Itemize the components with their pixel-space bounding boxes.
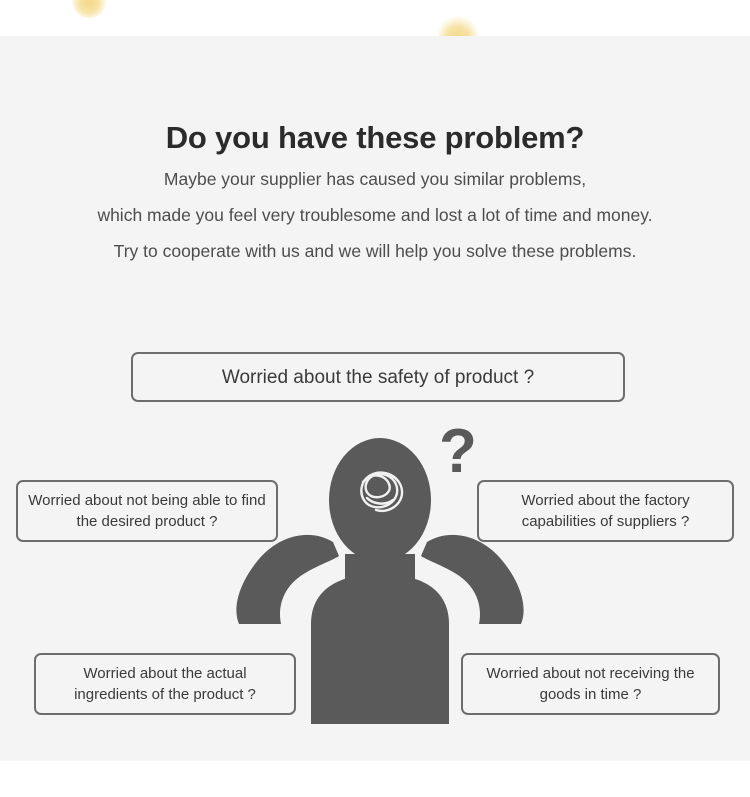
callout-box-find-product[interactable] <box>16 480 278 542</box>
callout-box-ingredients[interactable] <box>34 653 296 715</box>
bottom-strip <box>0 761 750 797</box>
subtitle-line-1: Maybe your supplier has caused you similar problems, <box>163 169 587 189</box>
top-decorative-strip <box>0 0 750 36</box>
svg-text:?: ? <box>439 424 477 486</box>
callout-box-safety[interactable] <box>131 352 625 402</box>
lightbulb-glow-icon <box>72 0 106 18</box>
callout-box-factory-capability[interactable] <box>477 480 734 542</box>
page-title: Do you have these problem? <box>165 119 585 155</box>
subtitle-line-3: Try to cooperate with us and we will help you solve these problems. <box>113 241 637 261</box>
subtitle-line-2: which made you feel very troublesome and lost a lot of time and money. <box>97 205 653 225</box>
callout-box-ingredients-label: Worried about the actual ingredients of the product ? <box>74 665 256 703</box>
question-mark-icon <box>439 424 477 486</box>
callout-box-factory-capability-label: Worried about the factory capabilities of suppliers ? <box>521 492 690 530</box>
callout-box-delivery-time-label: Worried about not receiving the goods in time ? <box>486 665 695 703</box>
scribble-knot-icon <box>353 463 407 517</box>
page-subtitle <box>0 161 750 269</box>
callout-box-find-product-label: Worried about not being able to find the desired product ? <box>28 492 266 530</box>
callout-box-delivery-time[interactable] <box>461 653 720 715</box>
lightbulb-glow-icon <box>438 16 478 36</box>
content-panel <box>0 36 750 761</box>
callout-box-safety-label: Worried about the safety of product ? <box>221 366 535 388</box>
